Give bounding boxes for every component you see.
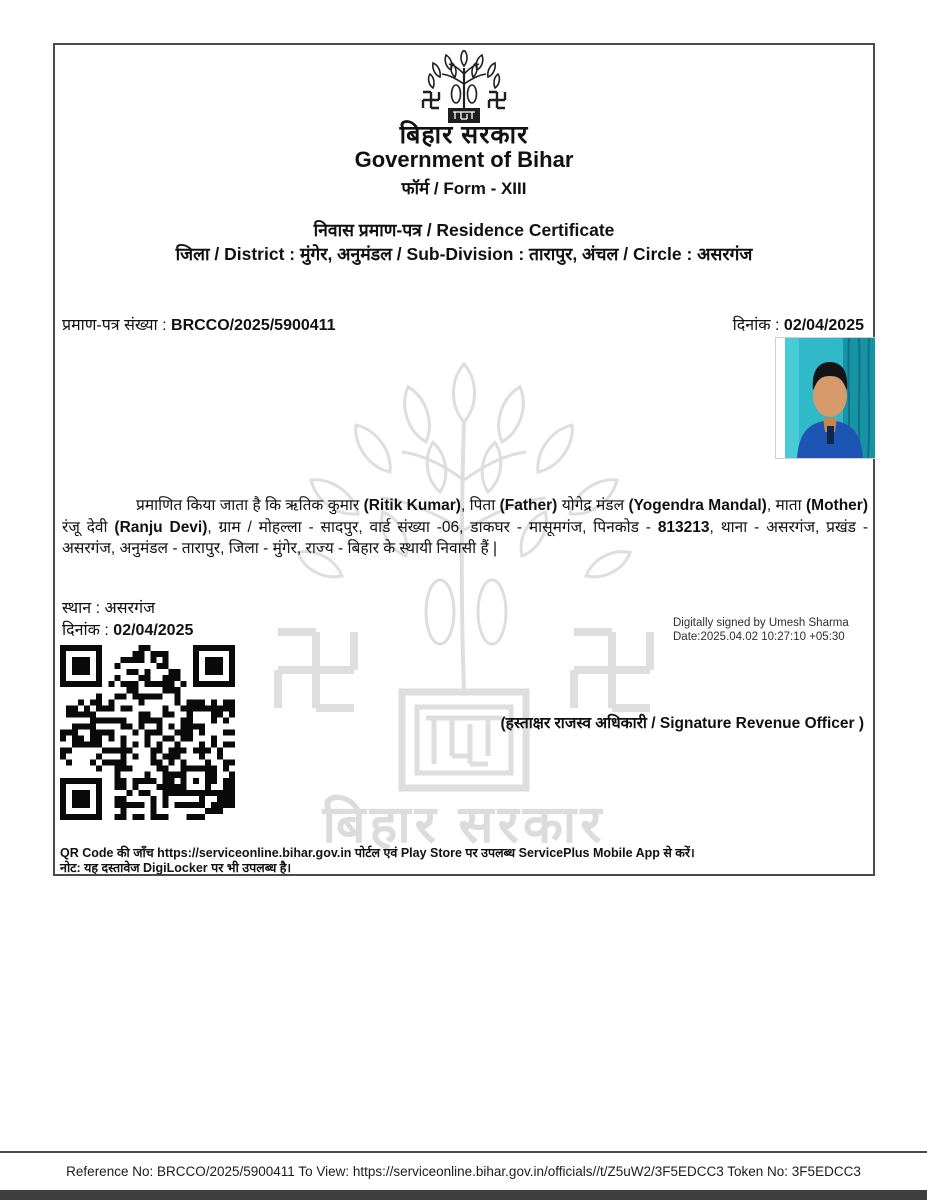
qr-code	[60, 645, 235, 820]
body-segment: (Yogendra Mandal)	[628, 497, 767, 514]
body-segment: प्रमाणित किया जाता है कि ऋतिक कुमार	[136, 497, 364, 514]
issue-date-label: दिनांक :	[732, 317, 784, 334]
body-segment: , पिता	[460, 497, 500, 514]
body-segment: , माता	[766, 497, 806, 514]
footer-reference-line: Reference No: BRCCO/2025/5900411 To View: https://serviceonline.bihar.gov.in/officials//t/Z5uW2/3F5EDCC3 Token No: 3F5EDCC3	[66, 1164, 861, 1179]
body-segment: (Ranju Devi)	[114, 518, 208, 536]
footer-divider	[0, 1151, 927, 1153]
body-segment: (Father)	[499, 497, 558, 514]
place-label: स्थान :	[62, 600, 105, 617]
certificate-number-value: BRCCO/2025/5900411	[171, 317, 336, 334]
digital-signature-signer: Digitally signed by Umesh Sharma	[673, 617, 849, 629]
certificate-number-line	[62, 313, 336, 335]
emblem-swastika-right	[489, 92, 505, 108]
jurisdiction-line: जिला / District : मुंगेर, अनुमंडल / Sub-Division : तारापुर, अंचल / Circle : असरगंज	[175, 244, 753, 264]
certificate-number-label: प्रमाण-पत्र संख्या :	[62, 317, 172, 334]
bottom-scroll-strip	[0, 1190, 927, 1200]
certificate-title: निवास प्रमाण-पत्र / Residence Certificate	[313, 220, 615, 240]
title-hindi: बिहार सरकार	[399, 121, 529, 149]
emblem-swastika-left	[423, 92, 439, 108]
form-number: फॉर्म / Form - XIII	[401, 179, 527, 198]
watermark-emblem	[254, 360, 674, 845]
signature-caption: (हस्ताक्षर राजस्व अधिकारी / Signature Revenue Officer )	[500, 715, 864, 732]
digital-signature-timestamp: Date:2025.04.02 10:27:10 +05:30	[673, 631, 845, 643]
body-segment: 813213	[657, 518, 710, 536]
residence-certificate	[53, 43, 875, 876]
place-value: असरगंज	[104, 600, 155, 617]
watermark-swastika-right	[574, 632, 650, 708]
body-segment: (Mother)	[806, 497, 868, 514]
watermark-swastika-left	[278, 632, 354, 708]
title-english: Government of Bihar	[354, 147, 574, 172]
body-segment: (Ritik Kumar)	[363, 497, 461, 514]
digital-signature-block	[673, 616, 903, 644]
body-segment: योगेद्र मंडल	[557, 497, 629, 514]
certificate-body-text	[62, 495, 868, 560]
signing-date-line	[62, 618, 193, 640]
body-segment: , थाना - असरगंज, प्रखंड - असरगंज, अनुमंडल - तारापुर, जिला - मुंगेर, राज्य - बिहार के स्थायी निवासी हैं |	[62, 518, 868, 557]
body-segment: , ग्राम / मोहल्ला - सादपुर, वार्ड संख्या -06, डाकघर - मासूमगंज, पिनकोड -	[207, 518, 658, 536]
digilocker-note: नोट: यह दस्तावेज DigiLocker पर भी उपलब्ध है।	[60, 861, 292, 875]
qr-code-canvas	[60, 645, 235, 820]
body-segment: रंजू देवी	[62, 518, 115, 536]
place-line	[62, 596, 155, 618]
watermark-text: बिहार सरकार	[322, 796, 606, 854]
qr-verification-note: QR Code की जाँच https://serviceonline.bihar.gov.in पोर्टल एवं Play Store पर उपलब्ध ServicePlus Mobile App से करें।	[60, 846, 695, 860]
applicant-photo	[775, 337, 875, 459]
signing-date-label: दिनांक :	[62, 622, 114, 639]
issue-date-line	[733, 313, 864, 335]
signing-date-value: 02/04/2025	[113, 622, 194, 639]
issue-date-value: 02/04/2025	[783, 317, 864, 334]
